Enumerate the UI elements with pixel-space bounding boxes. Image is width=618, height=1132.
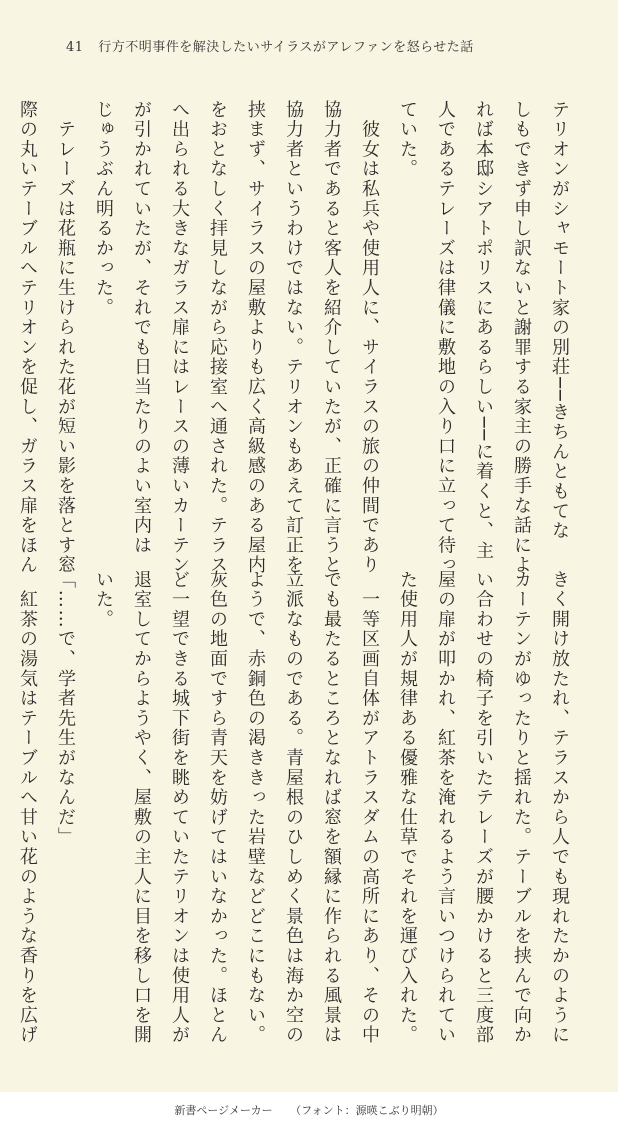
text-line: 屋の扉が叩かれ、紅茶を淹れるよう言いつけられてい <box>435 570 456 1046</box>
text-line: ようで、赤銅色の渇ききった岩壁などどこにもない。 <box>245 570 266 1046</box>
text-line: でも最たるところとなれば窓を額縁に作られる風景は <box>321 570 342 1046</box>
text-line: へ出られる大きなガラス扉にはレースの薄いカーテン <box>169 100 190 576</box>
text-line: をおとなしく拝見しながら応接室へ通された。テラス <box>207 100 228 576</box>
text-line: れば本邸シアトポリスにあるらしい──に着くと、主 <box>473 100 494 561</box>
text-line: じゅうぶん明るかった。 <box>93 100 114 318</box>
footer-font-note: （フォント：源暎こぶり明朝） <box>290 1104 444 1117</box>
text-line: た使用人が規律ある優雅な仕草でそれを運び入れた。 <box>397 570 418 1046</box>
upper-text-block <box>0 100 578 576</box>
text-line: ていた。 <box>397 100 418 180</box>
text-line: テリオンがシャモート家の別荘──きちんともてな <box>549 100 570 542</box>
text-line: 挟まず、サイラスの屋敷よりも広く高級感のある屋内 <box>245 100 266 576</box>
text-line: カーテンがゆったりと揺れた。テーブルを挟んで向か <box>511 570 532 1046</box>
text-line: きく開け放たれ、テラスから人でも現れたかのように <box>549 570 570 1046</box>
page-header <box>66 36 474 55</box>
text-line: が引かれていたが、それでも日当たりのよい室内は <box>131 100 152 556</box>
text-line: 一等区画自体がアトラスダムの高所にあり、その中 <box>359 570 380 1046</box>
text-line: 際の丸いテーブルへテリオンを促し、ガラス扉をほん <box>17 100 38 576</box>
footer-maker: 新書ページメーカー <box>174 1104 273 1117</box>
text-line: 人であるテレーズは律儀に敷地の入り口に立って待っ <box>435 100 456 576</box>
chapter-title: 行方不明事件を解決したいサイラスがアレファンを怒らせた話 <box>98 40 474 55</box>
text-line: 灰色の地面ですら青天を妨げてはいなかった。ほとん <box>207 570 228 1046</box>
page-footer <box>0 1102 618 1118</box>
text-line <box>0 100 8 530</box>
text-line: 立派なものである。青屋根のひしめく景色は海か空の <box>283 570 304 1046</box>
text-line: 彼女は私兵や使用人に、サイラスの旅の仲間であり <box>359 100 380 576</box>
page-number: 41 <box>66 40 84 55</box>
text-line: しもできず申し訳ないと謝罪する家主の勝手な話によ <box>511 100 532 576</box>
text-line: テレーズは花瓶に生けられた花が短い影を落とす窓 <box>55 100 76 576</box>
text-line: いた。 <box>93 570 114 630</box>
text-line: 協力者というわけではない。テリオンもあえて訂正を <box>283 100 304 576</box>
text-line: い合わせの椅子を引いたテレーズが腰かけると三度部 <box>473 570 494 1046</box>
lower-text-block <box>0 570 578 1046</box>
text-line: 紅茶の湯気はテーブルへ甘い花のような香りを広げ <box>17 570 38 1046</box>
text-line: 協力者であると客人を紹介していたが、正確に言うと <box>321 100 342 576</box>
text-line: ど一望できる城下街を眺めていたテリオンは使用人が <box>169 570 190 1046</box>
text-line: 退室してからようやく、屋敷の主人に目を移し口を開 <box>131 570 152 1046</box>
text-line: 「……で、学者先生がなんだ」 <box>55 570 76 848</box>
text-line <box>0 570 8 1030</box>
